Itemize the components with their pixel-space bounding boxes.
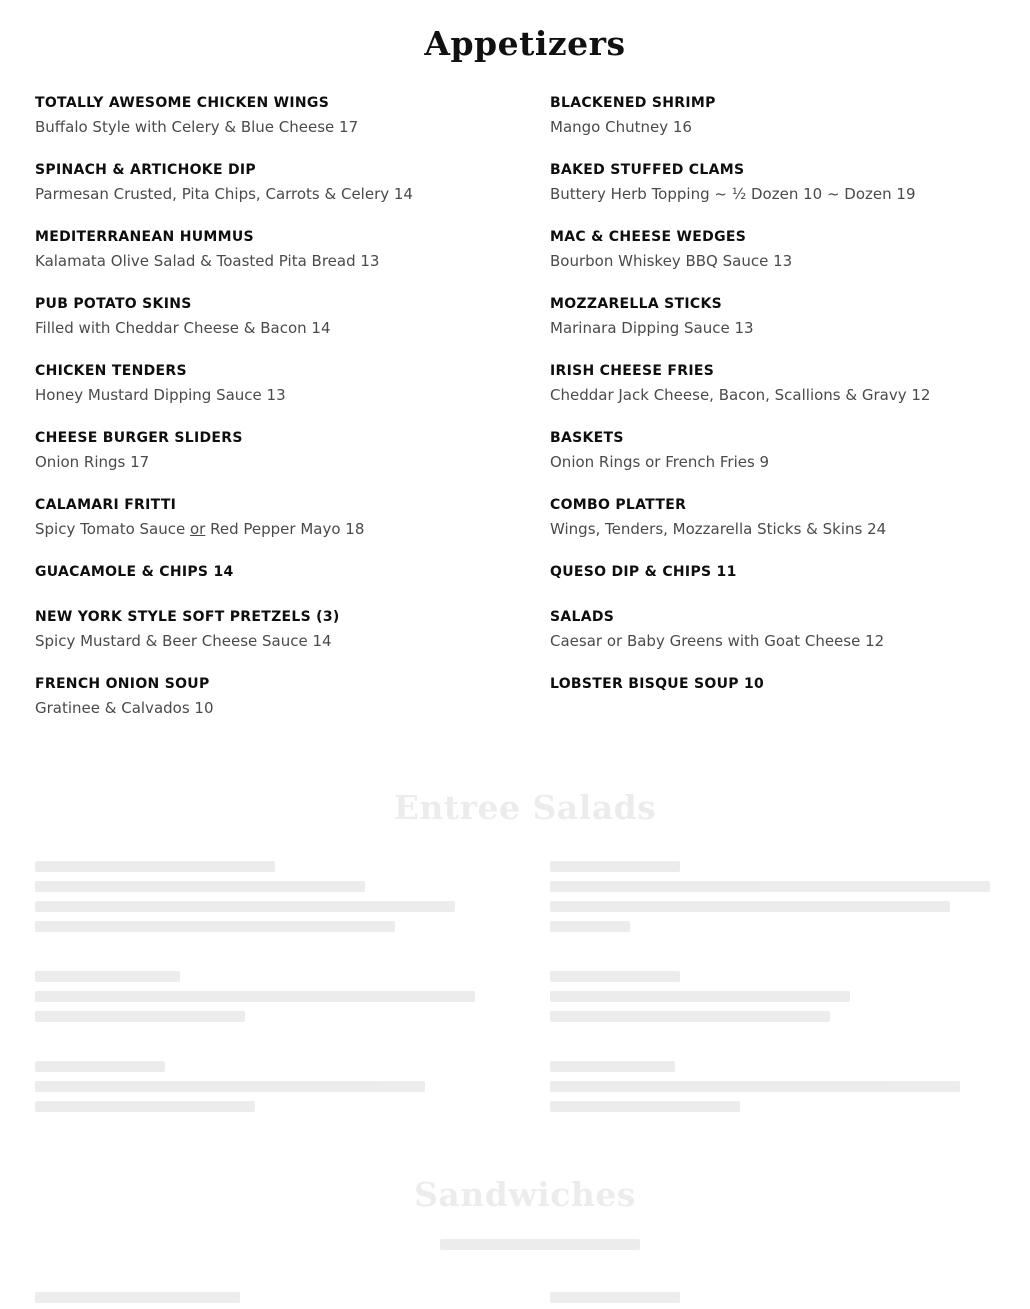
item-name: SALADS: [550, 609, 615, 625]
menu-item: [550, 227, 1020, 272]
ghost-desc: [550, 1101, 740, 1112]
appetizers-title: Appetizers: [424, 24, 626, 63]
item-description: Honey Mustard Dipping Sauce 13: [35, 386, 286, 404]
item-description: Marinara Dipping Sauce 13: [550, 319, 754, 337]
ghost-desc: [550, 881, 990, 892]
desc-or-underlined: or: [190, 520, 206, 538]
item-name: MAC & CHEESE WEDGES: [550, 229, 747, 245]
menu-item: [35, 160, 505, 205]
item-name: PUB POTATO SKINS: [35, 296, 192, 312]
ghost-item: [35, 1061, 505, 1112]
item-name: GUACAMOLE & CHIPS 14: [35, 564, 234, 580]
ghost-name: [550, 1292, 680, 1303]
item-name: BASKETS: [550, 430, 624, 446]
ghost-desc: [550, 921, 630, 932]
desc-part: Spicy Tomato Sauce: [35, 520, 190, 538]
ghost-name: [35, 861, 275, 872]
menu-item: [550, 294, 1020, 339]
menu-item: [550, 93, 1020, 138]
item-description: Bourbon Whiskey BBQ Sauce 13: [550, 252, 793, 270]
item-name: MEDITERRANEAN HUMMUS: [35, 229, 254, 245]
ghost-desc: [35, 921, 395, 932]
desc-part: Red Pepper Mayo 18: [205, 520, 365, 538]
ghost-desc: [550, 1081, 960, 1092]
menu-item: [550, 160, 1020, 205]
item-name: CALAMARI FRITTI: [35, 497, 177, 513]
menu-item: [35, 562, 505, 582]
item-name: BAKED STUFFED CLAMS: [550, 162, 745, 178]
ghost-desc: [35, 1101, 255, 1112]
item-name: CHICKEN TENDERS: [35, 363, 187, 379]
item-description: Buffalo Style with Celery & Blue Cheese 17: [35, 118, 359, 136]
item-description: Onion Rings or French Fries 9: [550, 453, 770, 471]
item-description: Cheddar Jack Cheese, Bacon, Scallions & Gravy 12: [550, 386, 931, 404]
ghost-item: [550, 1061, 1020, 1112]
item-description: Mango Chutney 16: [550, 118, 692, 136]
item-name: LOBSTER BISQUE SOUP 10: [550, 676, 765, 692]
ghost-desc: [550, 991, 850, 1002]
ghost-name: [550, 861, 680, 872]
item-description: Wings, Tenders, Mozzarella Sticks & Skins 24: [550, 520, 887, 538]
item-name: SPINACH & ARTICHOKE DIP: [35, 162, 256, 178]
entree-salads-title: Entree Salads: [393, 788, 657, 827]
ghost-item: [35, 861, 505, 932]
item-description: Buttery Herb Topping ~ ½ Dozen 10 ~ Dozen 19: [550, 185, 916, 203]
ghost-name: [35, 1292, 240, 1303]
menu-item: [550, 607, 1020, 652]
menu-item: [35, 495, 505, 540]
menu-item: [550, 495, 1020, 540]
item-description: Gratinee & Calvados 10: [35, 699, 214, 717]
ghost-name: [35, 971, 180, 982]
menu-item: [550, 562, 1020, 582]
ghost-name: [550, 971, 680, 982]
ghost-name: [550, 1061, 675, 1072]
menu-item: [550, 428, 1020, 473]
ghost-item: [550, 971, 1020, 1022]
menu-item: [35, 428, 505, 473]
sandwiches-title: Sandwiches: [414, 1175, 636, 1214]
ghost-desc: [550, 1011, 830, 1022]
ghost-subtitle: [440, 1239, 640, 1250]
ghost-desc: [550, 901, 950, 912]
item-name: QUESO DIP & CHIPS 11: [550, 564, 737, 580]
item-name: CHEESE BURGER SLIDERS: [35, 430, 243, 446]
ghost-desc: [35, 881, 365, 892]
item-description: Spicy Mustard & Beer Cheese Sauce 14: [35, 632, 332, 650]
item-name: FRENCH ONION SOUP: [35, 676, 210, 692]
ghost-item: [550, 1292, 1020, 1303]
faded-lower-menu: [0, 740, 1030, 1309]
item-name: IRISH CHEESE FRIES: [550, 363, 715, 379]
item-description: Caesar or Baby Greens with Goat Cheese 12: [550, 632, 885, 650]
item-description: Filled with Cheddar Cheese & Bacon 14: [35, 319, 331, 337]
ghost-desc: [35, 991, 475, 1002]
item-description: Onion Rings 17: [35, 453, 150, 471]
menu-item: [35, 93, 505, 138]
ghost-desc: [35, 901, 455, 912]
item-name: NEW YORK STYLE SOFT PRETZELS (3): [35, 609, 340, 625]
ghost-item: [35, 1292, 505, 1303]
menu-item: [35, 674, 505, 719]
ghost-item: [35, 971, 505, 1022]
ghost-desc: [35, 1011, 245, 1022]
item-name: COMBO PLATTER: [550, 497, 687, 513]
item-description: [35, 518, 505, 540]
menu-item: [550, 361, 1020, 406]
item-name: BLACKENED SHRIMP: [550, 95, 716, 111]
menu-item: [35, 294, 505, 339]
menu-item: [550, 674, 1020, 694]
ghost-desc: [35, 1081, 425, 1092]
item-description: Kalamata Olive Salad & Toasted Pita Bread 13: [35, 252, 380, 270]
menu-item: [35, 607, 505, 652]
ghost-item: [550, 861, 1020, 932]
ghost-name: [35, 1061, 165, 1072]
item-name: TOTALLY AWESOME CHICKEN WINGS: [35, 95, 330, 111]
menu-item: [35, 361, 505, 406]
menu-item: [35, 227, 505, 272]
item-name: MOZZARELLA STICKS: [550, 296, 723, 312]
item-description: Parmesan Crusted, Pita Chips, Carrots & Celery 14: [35, 185, 413, 203]
